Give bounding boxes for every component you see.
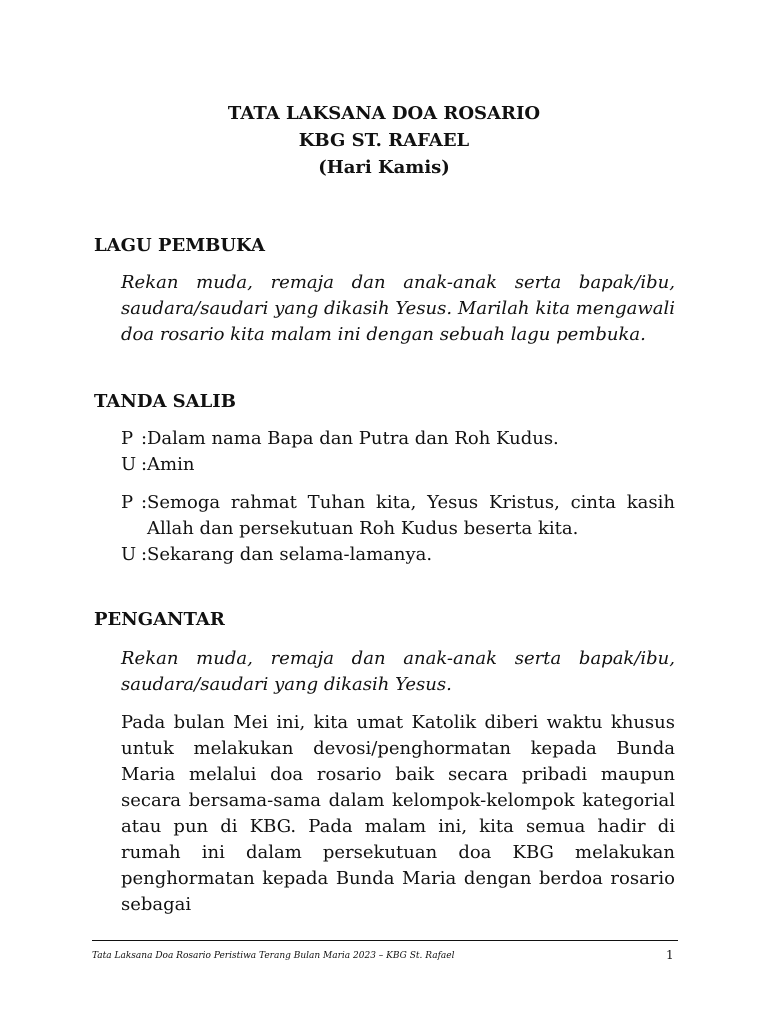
dialog-speaker: U [121, 454, 137, 475]
title-line-2: KBG ST. RAFAEL [298, 130, 470, 151]
dialog-text: Sekarang dan selama-lamanya. [147, 544, 433, 565]
page-number: 1 [666, 948, 674, 962]
dialog-row [121, 490, 675, 542]
dialog-speaker: U [121, 544, 137, 565]
heading-pengantar: PENGANTAR [94, 609, 225, 630]
title-line-3: (Hari Kamis) [318, 157, 450, 178]
heading-lagu-pembuka: LAGU PEMBUKA [94, 235, 265, 256]
paragraph-pengantar-body: Pada bulan Mei ini, kita umat Katolik diberi waktu khusus untuk melakukan devosi/penghormatan kepada Bunda Maria melalui doa rosario baik secara pribadi maupun secara bersama-sama dalam kelompok-kelompok kategorial atau pun di KBG. Pada malam ini, kita semua hadir di rumah ini dalam persekutuan doa KBG melakukan penghormatan kepada Bunda Maria dengan berdoa rosario sebagai [121, 712, 675, 915]
title-line-1: TATA LAKSANA DOA ROSARIO [227, 103, 541, 124]
dialog-colon: : [141, 492, 148, 513]
paragraph-lagu-pembuka: Rekan muda, remaja dan anak-anak serta bapak/ibu, saudara/saudari yang dikasih Yesus. Marilah kita mengawali doa rosario kita malam ini dengan sebuah lagu pembuka. [121, 272, 675, 345]
dialog-colon: : [141, 454, 148, 475]
dialog-speaker: P [121, 428, 134, 449]
footer-text: Tata Laksana Doa Rosario Peristiwa Terang Bulan Maria 2023 – KBG St. Rafael [92, 951, 455, 961]
dialog-row [121, 426, 675, 452]
footer-divider [92, 940, 678, 941]
dialog-colon: : [141, 428, 148, 449]
dialog-colon: : [141, 544, 148, 565]
dialog-text: Dalam nama Bapa dan Putra dan Roh Kudus. [147, 428, 559, 449]
dialog-tanda-salib-2 [121, 490, 675, 568]
dialog-text: Amin [147, 454, 195, 475]
heading-tanda-salib: TANDA SALIB [94, 391, 236, 412]
dialog-tanda-salib-1 [121, 426, 675, 478]
paragraph-pengantar-greeting: Rekan muda, remaja dan anak-anak serta bapak/ibu, saudara/saudari yang dikasih Yesus. [121, 648, 675, 695]
dialog-row [121, 452, 675, 478]
dialog-row [121, 542, 675, 568]
dialog-speaker: P [121, 492, 134, 513]
dialog-text: Semoga rahmat Tuhan kita, Yesus Kristus, cinta kasih Allah dan persekutuan Roh Kudus beserta kita. [147, 492, 675, 539]
document-title [0, 100, 768, 181]
